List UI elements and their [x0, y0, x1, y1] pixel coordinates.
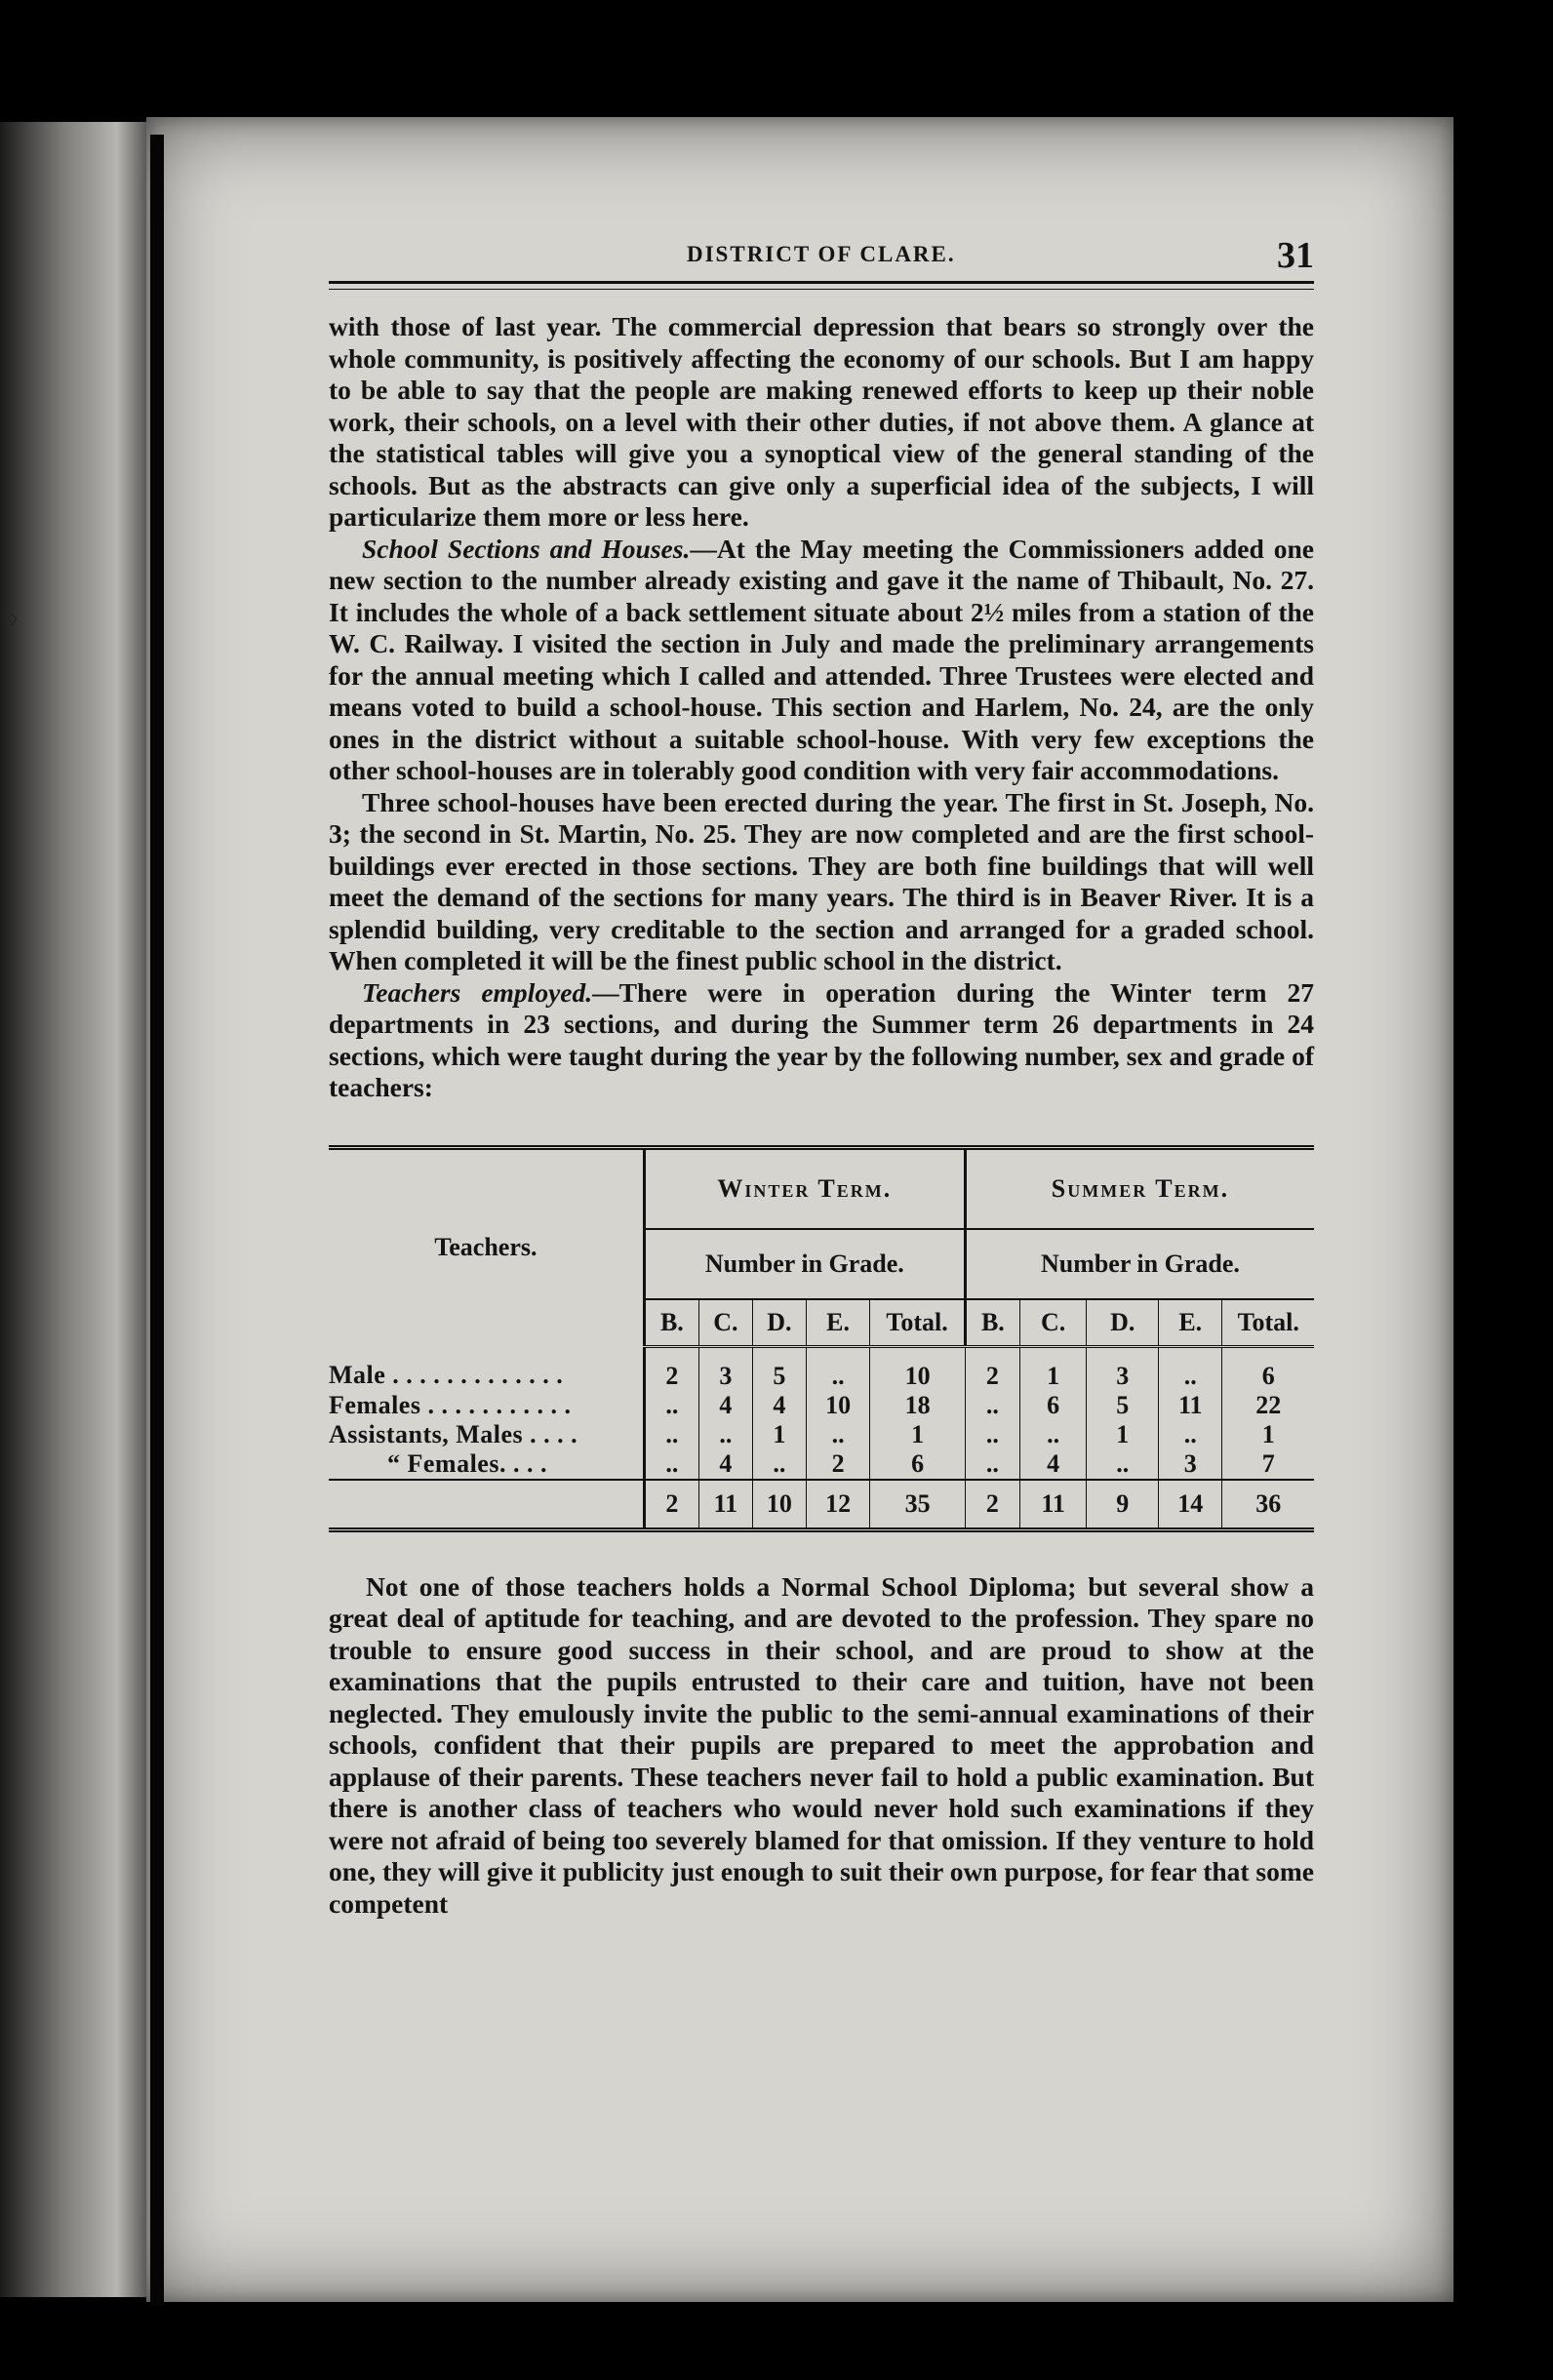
table-cell: 1 — [752, 1420, 806, 1449]
table-cell: 22 — [1255, 1390, 1282, 1419]
table-cell: .. — [752, 1449, 806, 1480]
table-cell: 4 — [752, 1391, 806, 1420]
page-mark: ◊ — [8, 610, 17, 629]
header-rule — [329, 281, 1314, 290]
column-header: B. — [965, 1299, 1019, 1347]
table-cell: 5 — [1087, 1391, 1159, 1420]
table-cell: 4 — [1019, 1449, 1087, 1480]
table-cell: 2 — [965, 1346, 1019, 1391]
table-cell: 1 — [1087, 1420, 1159, 1449]
table-row — [329, 1346, 1314, 1391]
table-cell: .. — [965, 1391, 1019, 1420]
total-cell: 2 — [965, 1480, 1019, 1530]
winter-grade-header: Number in Grade. — [644, 1229, 965, 1299]
table-cell: .. — [1159, 1420, 1222, 1449]
running-head — [329, 234, 1314, 281]
table-cell: 4 — [698, 1391, 752, 1420]
table-cell: .. — [644, 1449, 698, 1480]
paragraph-3: Three school-houses have been erected during the year. The first in St. Joseph, No. 3; the second in St. Martin, No. 25. They are now completed and are the first school-buildings ever erected in those sections. They are both fine buildings that will well meet the demand of the sections for many years. The third is in Beaver River. It is a splendid building, very creditable to the section and arranged for a graded school. When completed it will be the finest public school in the district. — [329, 786, 1314, 975]
table-cell: .. — [806, 1420, 869, 1449]
total-cell: 9 — [1087, 1480, 1159, 1530]
column-header: D. — [752, 1299, 806, 1347]
teachers-table-wrap — [329, 1145, 1314, 1532]
table-row — [329, 1391, 1314, 1420]
column-header: E. — [806, 1299, 869, 1347]
table-cell: 5 — [752, 1346, 806, 1391]
paragraph-5: Not one of those teachers holds a Normal School Diploma; but several show a great deal of aptitude for teaching, and are devoted to the profession. They spare no trouble to ensure good success in their school, and are proud to show at the examinations that the pupils entrusted to their care and tuition, have not been neglected. They emulously invite the public to the semi-annual examinations of their schools, confident that their pupils are prepared to meet the approbation and applause of their parents. These teachers never fail to hold a public examination. But there is another class of teachers who would never hold such examinations if they were not afraid of being too severely blamed for that omission. If they venture to hold one, they will give it publicity just enough to suit their own purpose, for fear that some competent — [329, 1570, 1314, 1919]
table-cell: .. — [644, 1420, 698, 1449]
table-cell: 1 — [870, 1420, 966, 1449]
paragraph-4-text: —There were in operation during the Winter term 27 departments in 23 sections, and during the Summer term 26 departments in 24 sections, which were taught during the year by the following number, sex and grade of teachers: — [329, 976, 1314, 1102]
column-header: Total. — [1222, 1299, 1314, 1347]
paragraph-1: with those of last year. The commercial depression that bears so strongly over the whole community, is positively affecting the economy of our schools. But I am happy to be able to say that the people are making renewed efforts to keep up their noble work, their schools, on a level with their other duties, if not above them. A glance at the statistical tables will give you a synoptical view of the general standing of the schools. But as the abstracts can give only a superficial idea of the subjects, I will particularize them more or less here. — [329, 311, 1314, 532]
row-label: Male . . . . . . . . . . . . . — [329, 1346, 644, 1391]
paragraph-2-text: —At the May meeting the Commissioners added one new section to the number already existing and gave it the name of Thibault, No. 27. It includes the whole of a back settlement situate about 2½ miles from a station of the W. C. Railway. I visited the section in July and made the preliminary arrangements for the annual meeting which I called and attended. Three Trustees were elected and means voted to build a school-house. This section and Harlem, No. 24, are the only ones in the district without a suitable school-house. With very few exceptions the other school-houses are in tolerably good condition with very fair accommodations. — [329, 533, 1314, 785]
total-cell: 12 — [806, 1480, 869, 1530]
total-cell: 11 — [1019, 1480, 1087, 1530]
table-cell: 2 — [644, 1346, 698, 1391]
page-content — [329, 234, 1314, 1920]
column-header: C. — [698, 1299, 752, 1347]
table-cell: 2 — [806, 1449, 869, 1480]
winter-term-header: Winter Term. — [644, 1147, 965, 1229]
row-label: Females . . . . . . . . . . . — [329, 1391, 644, 1420]
table-cell: 11 — [1159, 1391, 1222, 1420]
total-cell: 10 — [752, 1480, 806, 1530]
table-cell: 1 — [1261, 1419, 1275, 1448]
table-cell: 6 — [870, 1449, 966, 1480]
page-number: 31 — [1277, 235, 1314, 276]
paragraph-2 — [329, 534, 1314, 787]
total-cell: 2 — [644, 1480, 698, 1530]
table-cell: .. — [965, 1420, 1019, 1449]
table-cell: 7 — [1261, 1448, 1275, 1478]
table-cell: .. — [644, 1391, 698, 1420]
summer-term-header: Summer Term. — [965, 1147, 1314, 1229]
row-label: “ Females. . . . — [329, 1449, 644, 1480]
column-header: Total. — [870, 1299, 966, 1347]
total-cell: 35 — [870, 1480, 966, 1530]
table-cell: .. — [1019, 1420, 1087, 1449]
table-cell: 6 — [1019, 1391, 1087, 1420]
summer-grade-header: Number in Grade. — [965, 1229, 1314, 1299]
table-cell: 4 — [698, 1449, 752, 1480]
total-cell: 11 — [698, 1480, 752, 1530]
column-header: E. — [1159, 1299, 1222, 1347]
table-cell: 6 — [1261, 1361, 1275, 1390]
running-head-title: DISTRICT OF CLARE. — [687, 242, 956, 266]
section-heading-teachers-employed: Teachers employed. — [362, 976, 593, 1008]
table-cell: 3 — [698, 1346, 752, 1391]
table-cell: 3 — [1159, 1449, 1222, 1480]
row-label: Assistants, Males . . . . — [329, 1420, 644, 1449]
teachers-table — [329, 1145, 1314, 1532]
table-cell: 18 — [870, 1391, 966, 1420]
table-cell: .. — [698, 1420, 752, 1449]
section-heading-school-sections: School Sections and Houses. — [362, 533, 691, 564]
table-cell: .. — [806, 1346, 869, 1391]
total-cell: 14 — [1159, 1480, 1222, 1530]
paragraph-4 — [329, 977, 1314, 1104]
binding-line — [150, 135, 164, 2306]
table-row — [329, 1420, 1314, 1449]
table-cell: .. — [965, 1449, 1019, 1480]
column-header: D. — [1087, 1299, 1159, 1347]
table-cell: 1 — [1019, 1346, 1087, 1391]
table-cell: .. — [1159, 1346, 1222, 1391]
teachers-header: Teachers. — [329, 1147, 644, 1346]
column-header: C. — [1019, 1299, 1087, 1347]
totals-label — [329, 1480, 644, 1530]
total-cell: 36 — [1222, 1480, 1314, 1530]
facing-page-edge — [0, 122, 156, 2297]
column-header: B. — [644, 1299, 698, 1347]
totals-row — [329, 1480, 1314, 1530]
table-cell: .. — [1087, 1449, 1159, 1480]
second-block — [329, 1571, 1314, 1921]
table-cell: 10 — [870, 1346, 966, 1391]
table-row — [329, 1449, 1314, 1480]
table-cell: 3 — [1087, 1346, 1159, 1391]
table-cell: 10 — [806, 1391, 869, 1420]
